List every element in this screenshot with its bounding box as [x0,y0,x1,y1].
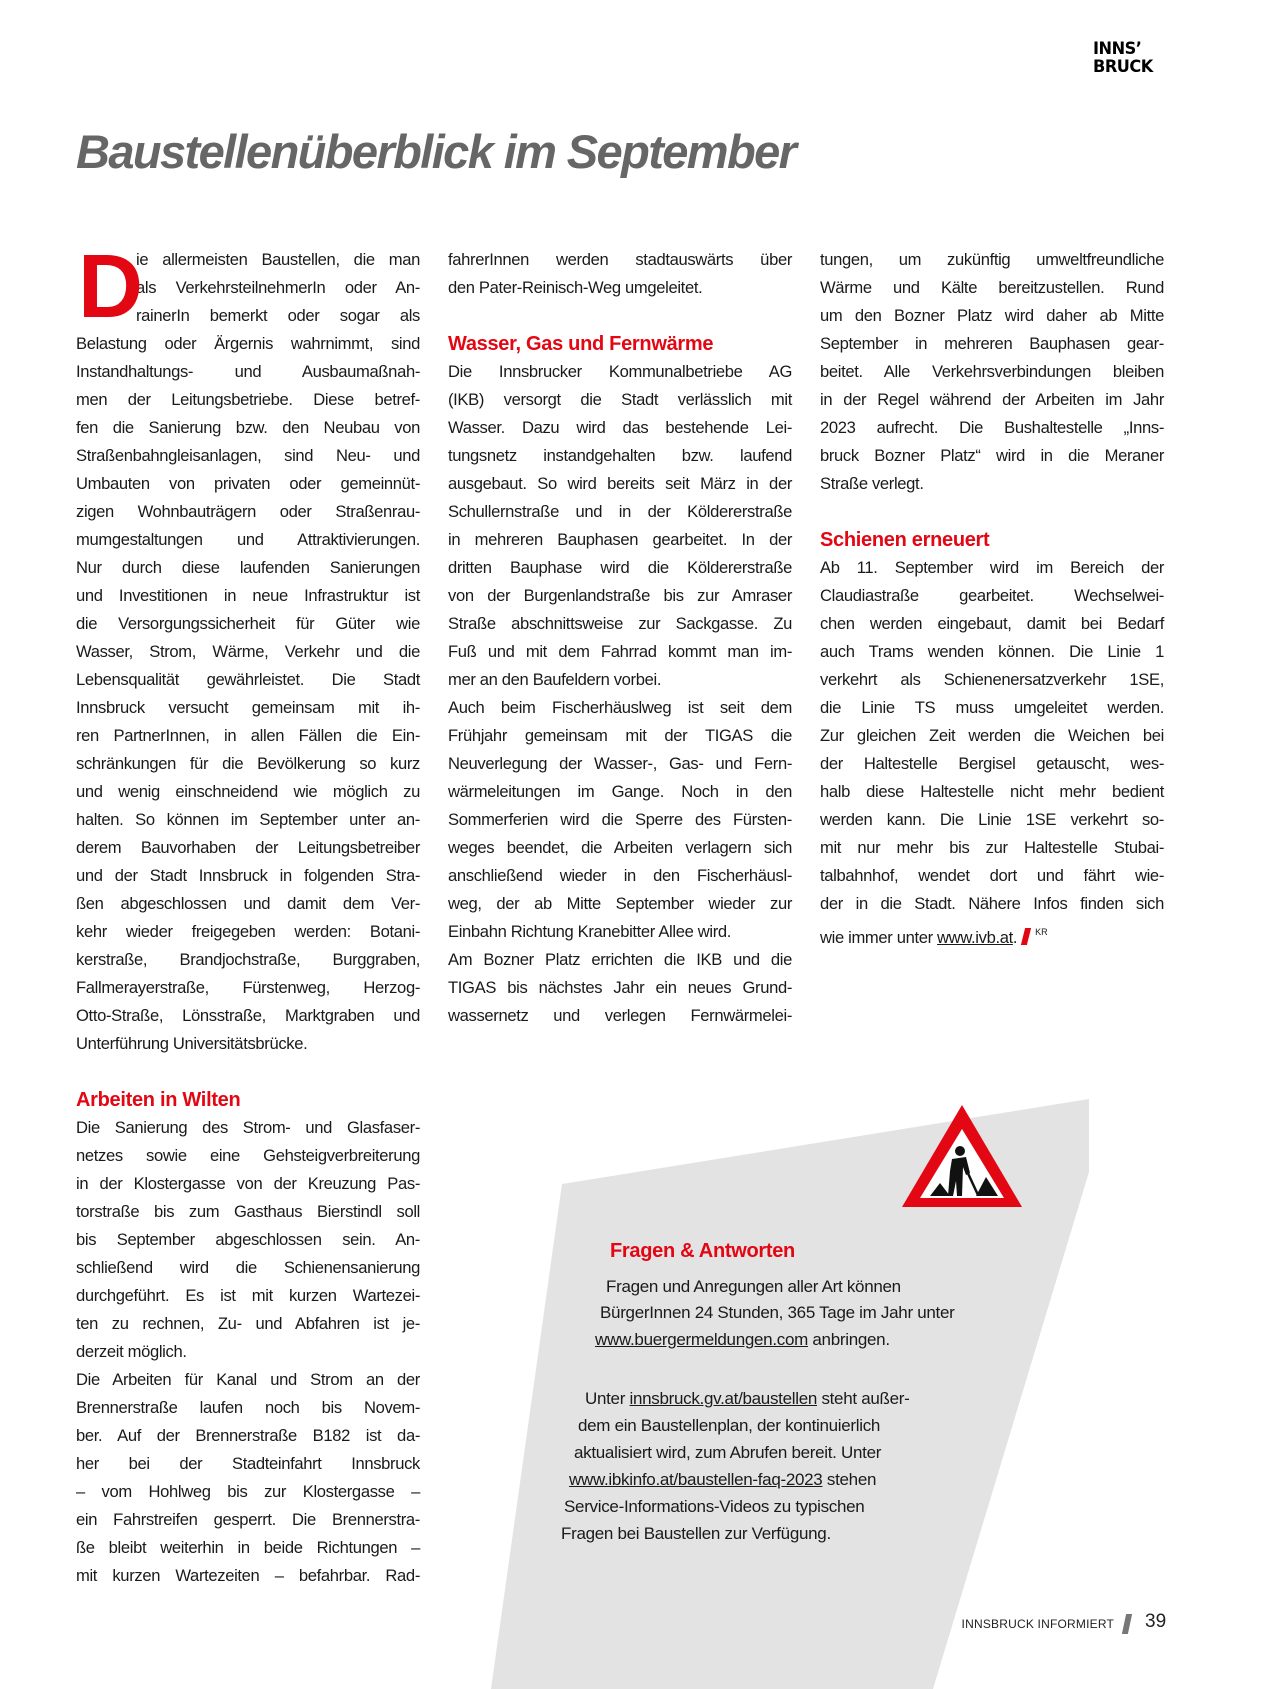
text-line: Frühjahr gemeinsam mit der TIGAS die [448,726,792,745]
text-line: ie allermeisten Baustellen, die man [136,250,420,269]
text-line: zigen Wohnbauträgern oder Straßenrau- [76,502,420,521]
text-line: und Investitionen in neue Infrastruktur ist [76,586,420,605]
text-line: in der Regel während der Arbeiten im Jahr [820,390,1164,409]
text-line: Nur durch diese laufenden Sanierungen [76,558,420,577]
text-line: den Pater-Reinisch-Weg umgeleitet. [448,278,703,297]
section-heading: Arbeiten in Wilten [76,1089,241,1111]
text-line: der Haltestelle Bergisel getauscht, wes- [820,754,1164,773]
faq-link[interactable]: www.buergermeldungen.com [595,1330,808,1349]
text-line: schränkungen für die Bevölkerung so kurz [76,754,420,773]
text-line: ßen abgeschlossen und damit dem Ver- [76,894,420,913]
text-line: verkehrt als Schienenersatzverkehr 1SE, [820,670,1164,689]
text-segment: Fragen und Anregungen aller Art können [606,1277,901,1296]
text-line: Claudiastraße gearbeitet. Wechselwei- [820,586,1164,605]
text-line: weges beendet, die Arbeiten verlagern sich [448,838,792,857]
construction-warning-sign-icon [900,1103,1024,1211]
text-line: Instandhaltungs- und Ausbaumaßnah- [76,362,420,381]
faq-line [561,1521,831,1547]
text-line: derem Bauvorhaben der Leitungsbetreiber [76,838,420,857]
text-line: und der Stadt Innsbruck in folgenden Stra- [76,866,420,885]
text-line: von der Burgenlandstraße bis zur Amraser [448,586,792,605]
text-line: um den Bozner Platz wird daher ab Mitte [820,306,1164,325]
text-segment: Fragen bei Baustellen zur Verfügung. [561,1524,831,1543]
text-line: tungsnetz instandgehalten bzw. laufend [448,446,792,465]
text-line: derzeit möglich. [76,1342,187,1361]
text-line: kehr wieder freigegeben werden: Botani- [76,922,420,941]
drop-cap: D [78,237,143,337]
text-line: Die Sanierung des Strom- und Glasfaser- [76,1118,420,1137]
text-line: ten zu rechnen, Zu- und Abfahren ist je- [76,1314,420,1333]
page-title: Baustellenüberblick im September [76,125,796,178]
text-line: Otto-Straße, Lönsstraße, Marktgraben und [76,1006,420,1025]
text-line: Unterführung Universitätsbrücke. [76,1034,308,1053]
ivb-link[interactable]: www.ivb.at [937,928,1013,947]
text-line: her bei der Stadteinfahrt Innsbruck [76,1454,420,1473]
text-line: netzes sowie eine Gehsteigverbreiterung [76,1146,420,1165]
text-line: in der Klostergasse von der Kreuzung Pas- [76,1174,420,1193]
text-line: chen werden eingebaut, damit bei Bedarf [820,614,1164,633]
faq-link[interactable]: innsbruck.gv.at/baustellen [629,1389,818,1408]
text-line: halten. So können im September unter an- [76,810,420,829]
text-line: Lebensqualität gewährleistet. Die Stadt [76,670,420,689]
faq-line [595,1327,890,1353]
text-line: ren PartnerInnen, in allen Fällen die Ein- [76,726,420,745]
text-line: als VerkehrsteilnehmerIn oder An- [136,278,420,297]
text-line: Schullernstraße und in der Köldererstraße [448,502,792,521]
text-line: auch Trams wenden können. Die Linie 1 [820,642,1164,661]
faq-link[interactable]: www.ibkinfo.at/baustellen-faq-2023 [569,1470,823,1489]
text-line: mumgestaltungen und Attraktivierungen. [76,530,420,549]
faq-line [574,1440,881,1466]
text-line: Die Arbeiten für Kanal und Strom an der [76,1370,420,1389]
text-line: durchgeführt. Es ist mit kurzen Wartezei- [76,1286,420,1305]
text-line: torstraße bis zum Gasthaus Bierstindl soll [76,1202,420,1221]
text-line: wärmeleitungen im Gange. Noch in den [448,782,792,801]
text-line: Neuverlegung der Wasser-, Gas- und Fern- [448,754,792,773]
text-line: Straßenbahngleisanlagen, sind Neu- und [76,446,420,465]
text-line: Innsbruck versucht gemeinsam mit ih- [76,698,420,717]
text-line: mer an den Baufeldern vorbei. [448,670,662,689]
text-segment: dem ein Baustellenplan, der kontinuierlich [578,1416,881,1435]
text-line: Ab 11. September wird im Bereich der [820,558,1164,577]
text-line: wassernetz und verlegen Fernwärmelei- [448,1006,792,1025]
text-line: bruck Bozner Platz“ wird in die Meraner [820,446,1164,465]
text-line: ausgebaut. So wird bereits seit März in der [448,474,792,493]
text-line: men der Leitungsbetriebe. Diese betref- [76,390,420,409]
text-line: Wasser. Dazu wird das bestehende Lei- [448,418,792,437]
text-line: Straße abschnittsweise zur Sackgasse. Zu [448,614,792,633]
faq-line [600,1300,954,1326]
text-segment: aktualisiert wird, zum Abrufen bereit. Unter [574,1443,882,1462]
text-line: werden kann. Die Linie 1SE verkehrt so- [820,810,1164,829]
text-line: Fuß und mit dem Fahrrad kommt man im- [448,642,792,661]
text-line: fahrerInnen werden stadtauswärts über [448,250,792,269]
text-line: 2023 aufrecht. Die Bushaltestelle „Inns- [820,418,1164,437]
text-line: der in die Stadt. Nähere Infos finden sich [820,894,1164,913]
page-number: 39 [1145,1611,1167,1632]
section-heading: Schienen erneuert [820,529,990,551]
text-line: Wärme und Kälte bereitzustellen. Rund [820,278,1164,297]
text-line: Umbauten von privaten oder gemeinnüt- [76,474,420,493]
text-line: weg, der ab Mitte September wieder zur [448,894,792,913]
author-initials: KR [1035,927,1048,937]
faq-heading: Fragen & Antworten [610,1240,795,1262]
faq-line [585,1386,910,1412]
text-line: rainerIn bemerkt oder sogar als [136,306,420,325]
text-line: und wenig einschneidend wie möglich zu [76,782,420,801]
section-heading: Wasser, Gas und Fernwärme [448,333,714,355]
text-line: Straße verlegt. [820,474,924,493]
text-segment: anbringen. [807,1330,890,1349]
text-line: Zur gleichen Zeit werden die Weichen bei [820,726,1164,745]
text-line: mit kurzen Wartezeiten – befahrbar. Rad- [76,1566,420,1585]
text-line: schließend wird die Schienensanierung [76,1258,420,1277]
text-line: die Versorgungssicherheit für Güter wie [76,614,420,633]
text-line: talbahnhof, wendet dort und fährt wie- [820,866,1164,885]
text-line: mit nur mehr bis zur Haltestelle Stubai- [820,838,1164,857]
text-segment: Service-Informations-Videos zu typischen [564,1497,865,1516]
text-segment: wie immer unter [820,928,938,947]
text-segment: BürgerInnen 24 Stunden, 365 Tage im Jahr unter [600,1303,955,1322]
text-segment: stehen [822,1470,877,1489]
text-line: (IKB) versorgt die Stadt verlässlich mit [448,390,792,409]
text-line: September in mehreren Bauphasen gear- [820,334,1164,353]
text-line: die Linie TS muss umgeleitet werden. [820,698,1164,717]
logo-line-2: BRUCK [1093,57,1153,77]
text-line: ße bleibt weiterhin in beide Richtungen – [76,1538,420,1557]
text-line: halb diese Haltestelle nicht mehr bedient [820,782,1164,801]
text-line: tungen, um zukünftig umweltfreundliche [820,250,1164,269]
faq-line [578,1413,880,1439]
text-segment: . [1012,928,1018,947]
text-line: anschließend wieder in den Fischerhäusl- [448,866,792,885]
text-line: bis September abgeschlossen sein. An- [76,1230,420,1249]
text-segment: Unter [585,1389,630,1408]
text-line: Die Innsbrucker Kommunalbetriebe AG [448,362,792,381]
text-segment: steht außer- [817,1389,910,1408]
faq-line [606,1274,901,1300]
footer-publication-name: INNSBRUCK INFORMIERT [961,1617,1114,1631]
text-line: Auch beim Fischerhäuslweg ist seit dem [448,698,792,717]
text-line: Belastung oder Ärgernis wahrnimmt, sind [76,334,420,353]
text-line: Brennerstraße laufen noch bis Novem- [76,1398,420,1417]
text-line: Am Bozner Platz errichten die IKB und die [448,950,792,969]
logo-line-1: INNS’ [1093,39,1142,59]
text-line: Einbahn Richtung Kranebitter Allee wird. [448,922,732,941]
faq-line [564,1494,864,1520]
text-line: beitet. Alle Verkehrsverbindungen bleiben [820,362,1164,381]
text-line: kerstraße, Brandjochstraße, Burggraben, [76,950,420,969]
faq-line [569,1467,876,1493]
text-line: TIGAS bis nächstes Jahr ein neues Grund- [448,978,792,997]
text-line: Fallmerayerstraße, Fürstenweg, Herzog- [76,978,420,997]
text-line: dritten Bauphase wird die Köldererstraße [448,558,792,577]
text-line: Wasser, Strom, Wärme, Verkehr und die [76,642,420,661]
text-line: fen die Sanierung bzw. den Neubau von [76,418,420,437]
text-line: ein Fahrstreifen gesperrt. Die Brennerstra- [76,1510,420,1529]
text-line: ber. Auf der Brennerstraße B182 ist da- [76,1426,420,1445]
text-line: – vom Hohlweg bis zur Klostergasse – [76,1482,420,1501]
text-line: Sommerferien wird die Sperre des Fürsten- [448,810,792,829]
text-line: in mehreren Bauphasen gearbeitet. In der [448,530,792,549]
